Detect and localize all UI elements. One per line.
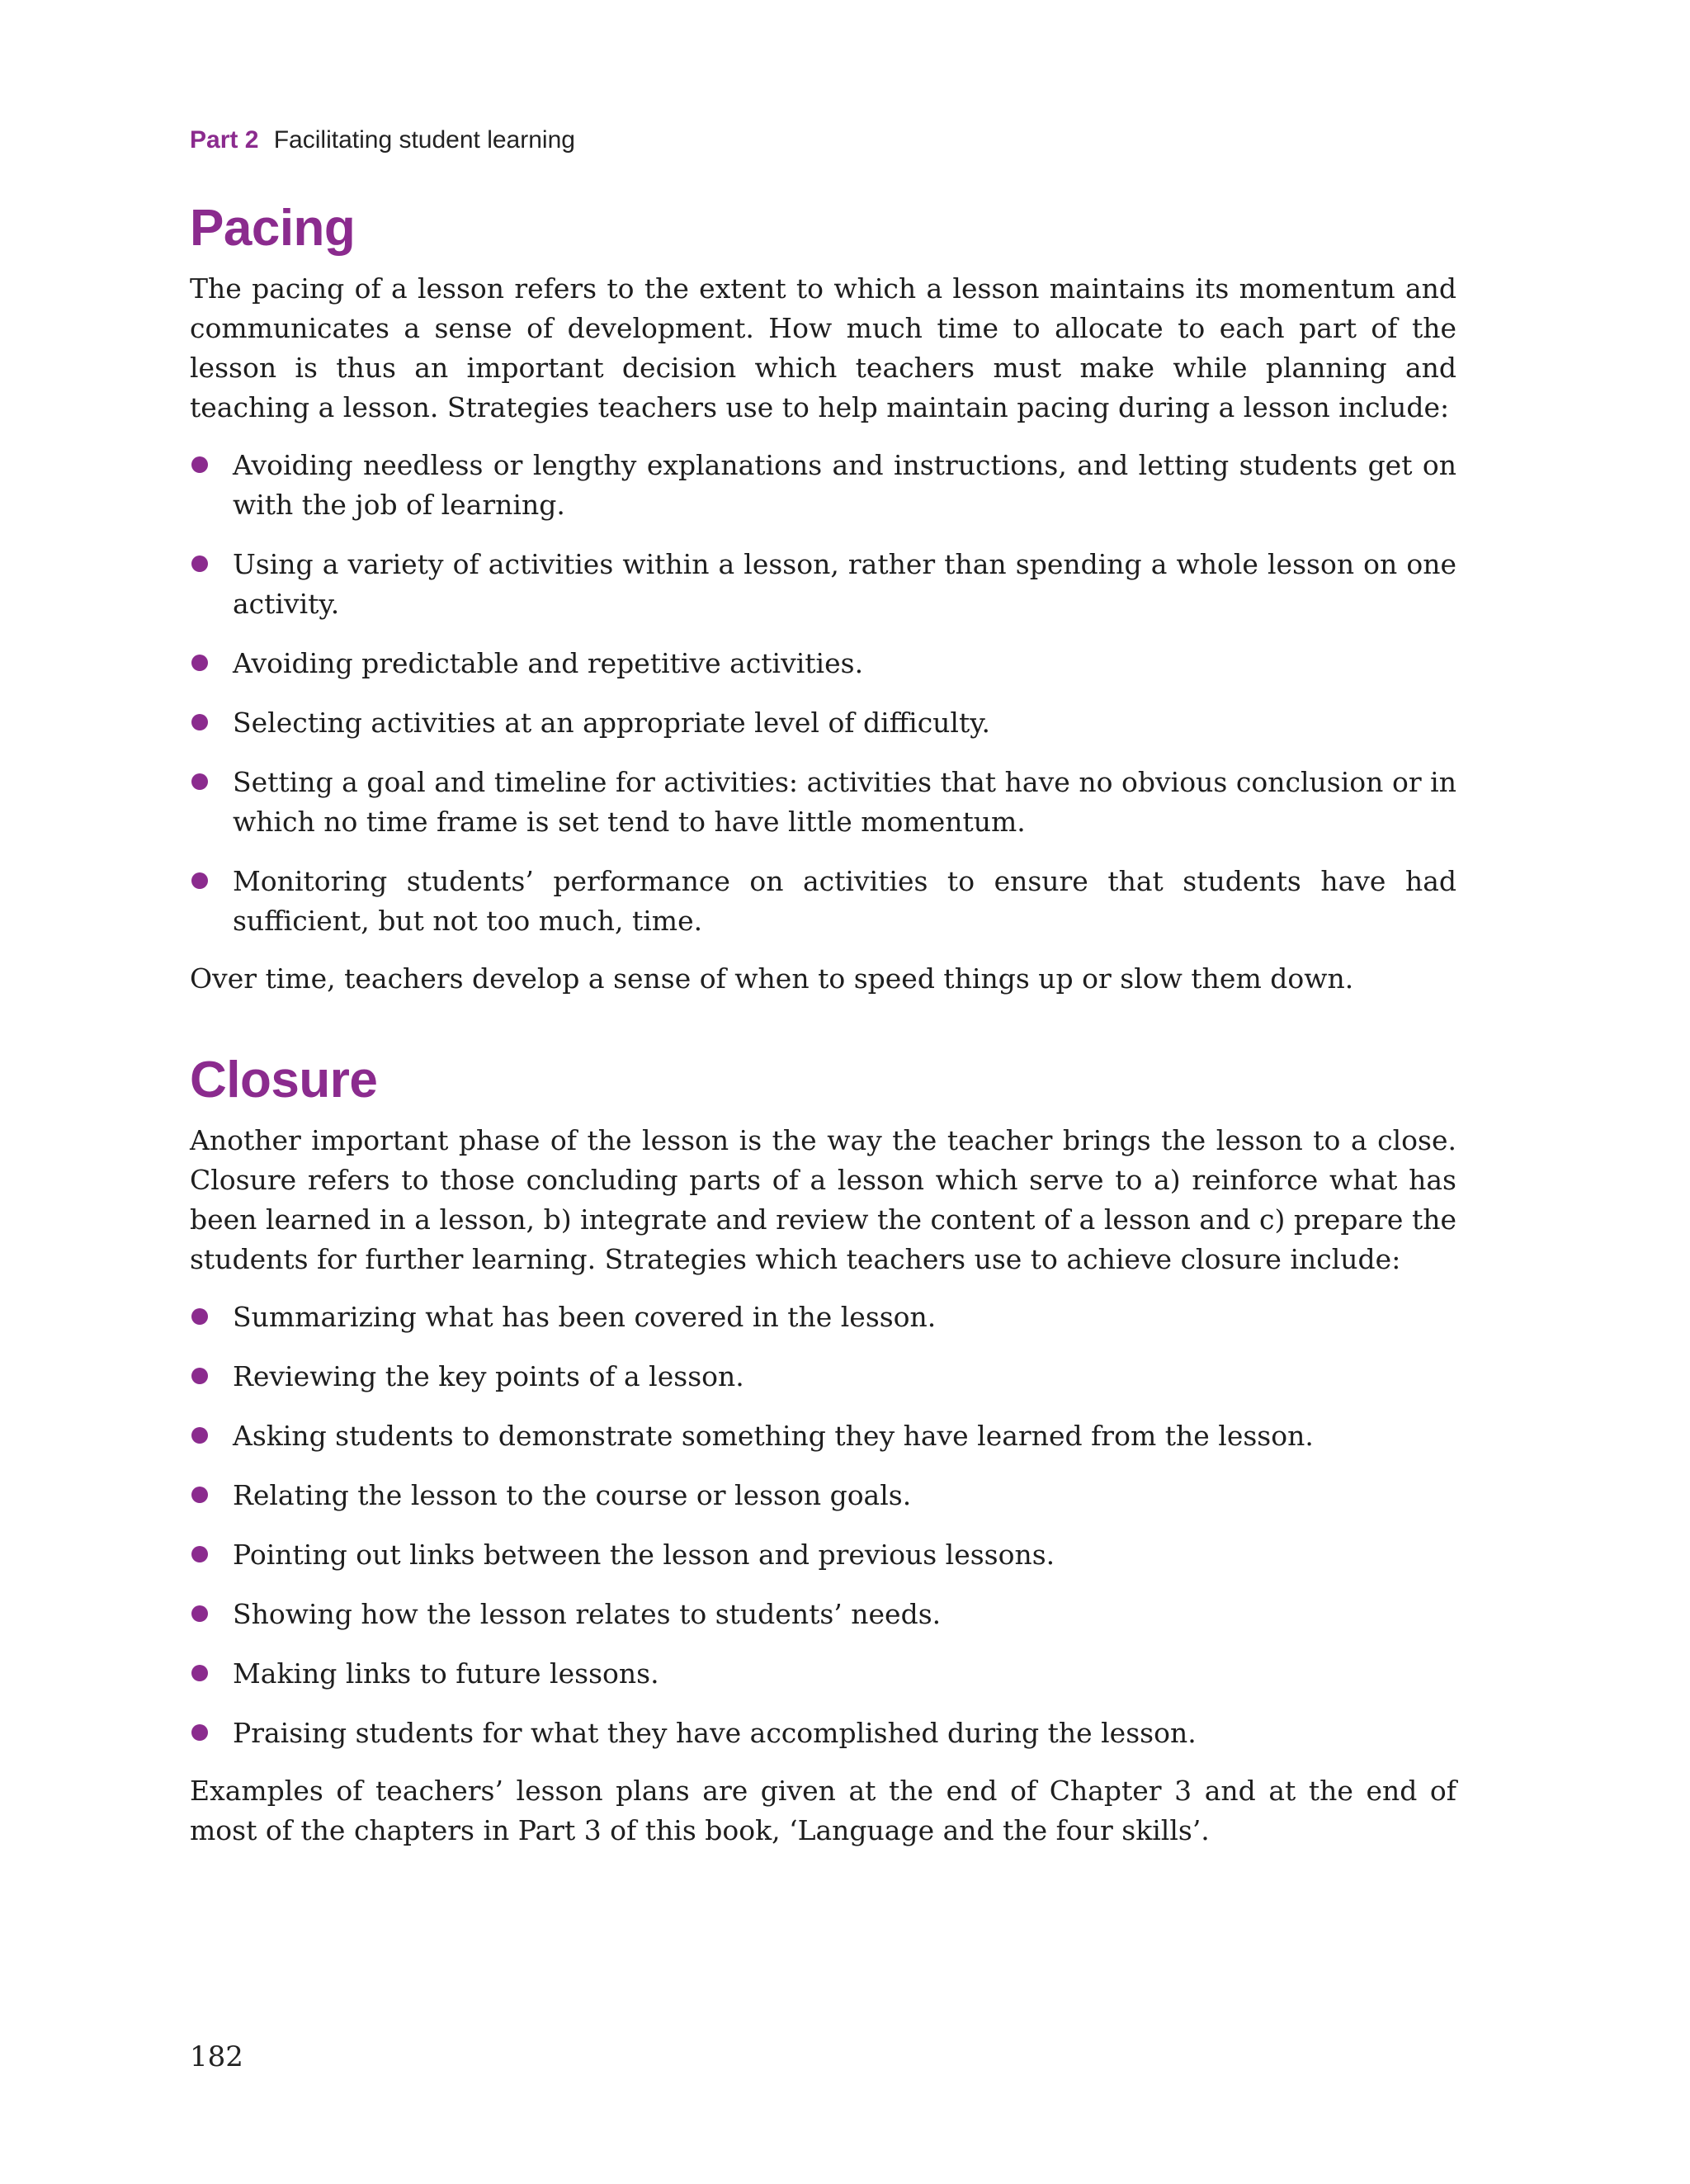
bullet-icon: [191, 1665, 208, 1681]
bullet-icon: [191, 872, 208, 889]
bullet-icon: [191, 1724, 208, 1741]
bullet-list: [190, 446, 1456, 941]
bullet-list: [190, 1298, 1456, 1753]
list-item: Making links to future lessons.: [190, 1654, 1456, 1694]
section-outro: Examples of teachers’ lesson plans are given at the end of Chapter 3 and at the end of most of the chapters in Part 3 of this book, ‘Language and the four skills’.: [190, 1775, 1456, 1846]
part-label: Part 2: [190, 126, 259, 154]
section-heading: Closure: [190, 1052, 378, 1109]
list-item: Asking students to demonstrate something they have learned from the lesson.: [190, 1416, 1456, 1456]
bullet-icon: [191, 773, 208, 790]
section-intro: Another important phase of the lesson is the way the teacher brings the lesson to a close. Closure refers to those concluding parts of a lesson which serve to a) reinforce what has been learned in a lesson, b) integrate and review the content of a lesson and c) prepare the students for further learning. Strategies which teachers use to achieve closure include:: [190, 1124, 1456, 1275]
list-item: Setting a goal and timeline for activities: activities that have no obvious conclusion or in which no time frame is set tend to have little momentum.: [190, 763, 1456, 842]
part-title: Facilitating student learning: [273, 126, 575, 154]
list-item: Praising students for what they have accomplished during the lesson.: [190, 1714, 1456, 1753]
list-item: Relating the lesson to the course or lesson goals.: [190, 1476, 1456, 1515]
list-item: Showing how the lesson relates to students’ needs.: [190, 1595, 1456, 1634]
list-item: Pointing out links between the lesson and previous lessons.: [190, 1535, 1456, 1575]
running-header: [190, 124, 1456, 157]
bullet-icon: [191, 1308, 208, 1325]
list-item: Monitoring students’ performance on activities to ensure that students have had sufficient, but not too much, time.: [190, 862, 1456, 941]
page-number: 182: [190, 2040, 243, 2073]
section-heading: Pacing: [190, 200, 356, 257]
list-item: Selecting activities at an appropriate level of difficulty.: [190, 703, 1456, 743]
list-item: Avoiding needless or lengthy explanations and instructions, and letting students get on with the job of learning.: [190, 446, 1456, 525]
list-item: Using a variety of activities within a lesson, rather than spending a whole lesson on one activity.: [190, 545, 1456, 624]
bullet-icon: [191, 1487, 208, 1503]
bullet-icon: [191, 714, 208, 730]
section-intro: The pacing of a lesson refers to the extent to which a lesson maintains its momentum and communicates a sense of development. How much time to allocate to each part of the lesson is thus an important decision which teachers must make while planning and teaching a lesson. Strategies teachers use to help maintain pacing during a lesson include:: [190, 272, 1456, 423]
bullet-icon: [191, 1605, 208, 1622]
section-pacing: [190, 198, 1456, 999]
bullet-icon: [191, 555, 208, 572]
list-item: Avoiding predictable and repetitive activities.: [190, 644, 1456, 683]
list-item: Summarizing what has been covered in the lesson.: [190, 1298, 1456, 1337]
bullet-icon: [191, 655, 208, 671]
section-outro: Over time, teachers develop a sense of when to speed things up or slow them down.: [190, 962, 1354, 995]
bullet-icon: [191, 1427, 208, 1444]
bullet-icon: [191, 1368, 208, 1384]
section-closure: [190, 1050, 1456, 1851]
list-item: Reviewing the key points of a lesson.: [190, 1357, 1456, 1397]
bullet-icon: [191, 1546, 208, 1562]
page-content: [190, 124, 1456, 2105]
bullet-icon: [191, 456, 208, 473]
